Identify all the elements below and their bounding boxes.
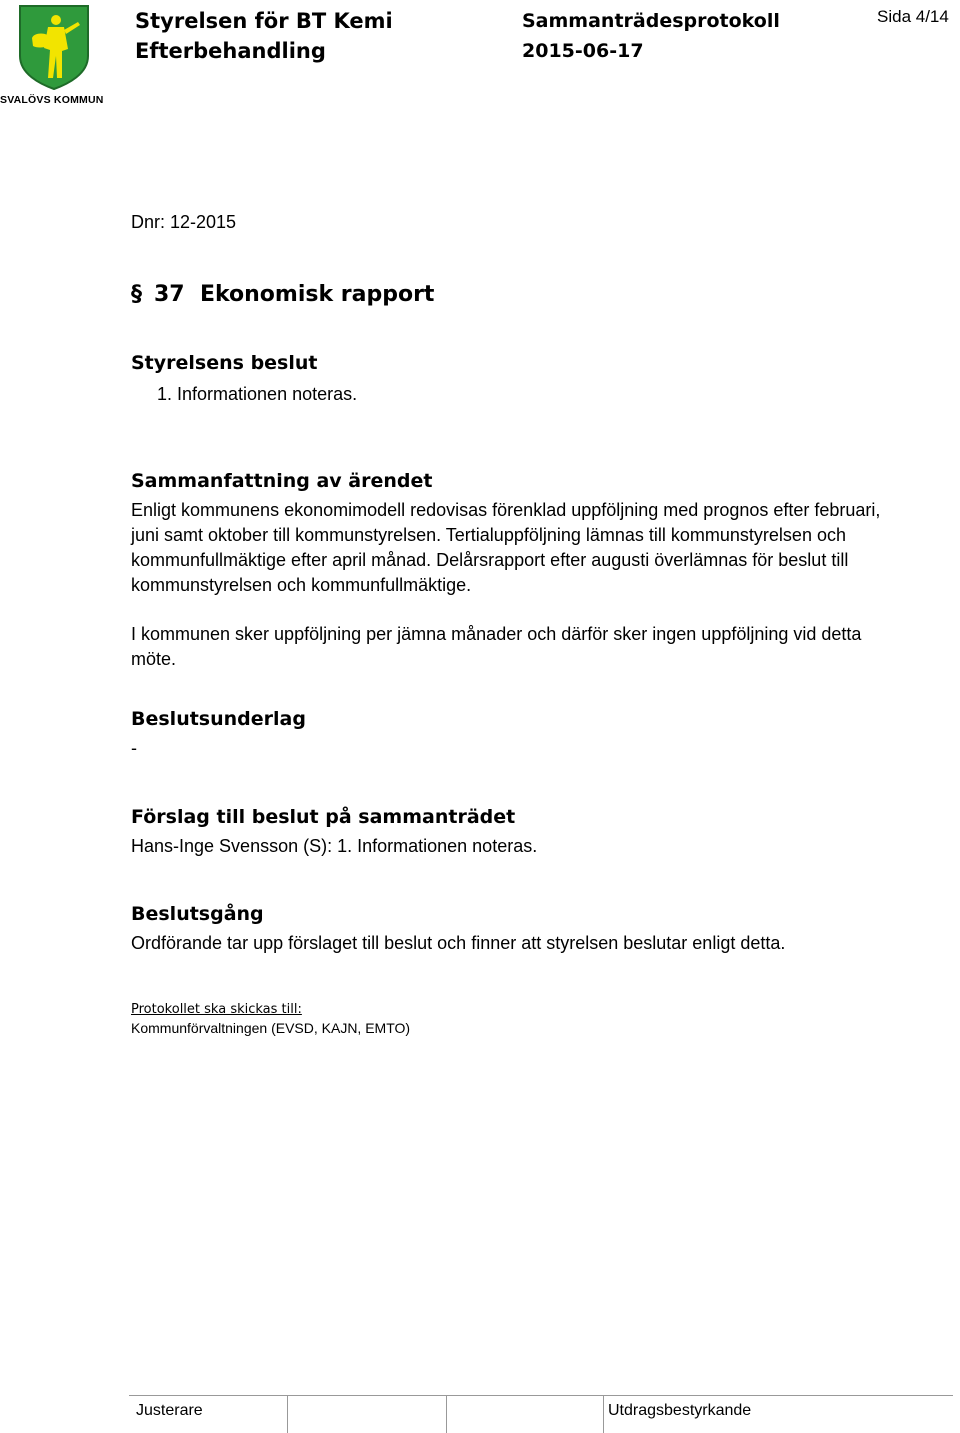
meeting-date: 2015-06-17 [522,40,644,62]
summary-line: möte. [131,649,177,669]
paragraph-number: 37 [154,282,185,307]
protocol-title: Sammanträdesprotokoll [522,10,780,32]
proposal-heading: Förslag till beslut på sammanträdet [131,806,516,828]
distribution-text: Kommunförvaltningen (EVSD, KAJN, EMTO) [131,1020,411,1036]
summary-line: kommunstyrelsen och kommunfullmäktige. [131,575,472,595]
basis-heading: Beslutsunderlag [131,708,306,730]
adjuster-label: Justerare [136,1402,203,1419]
summary-line: I kommunen sker uppföljning per jämna månader och därför sker ingen uppföljning vid detta [131,624,862,644]
basis-text: - [131,738,137,758]
organization-name [135,6,393,66]
proposal-text: Hans-Inge Svensson (S): 1. Informationen noteras. [131,836,538,856]
municipality-name: SVALÖVS KOMMUN [0,94,104,106]
distribution-heading: Protokollet ska skickas till: [131,1002,302,1017]
summary-line: Enligt kommunens ekonomimodell redovisas förenklad uppföljning med prognos efter februari, [131,500,881,520]
summary-paragraph-2 [131,622,921,672]
footer-divider [129,1395,953,1396]
protocol-header [522,6,780,66]
paragraph-symbol: § [131,282,142,307]
procedure-heading: Beslutsgång [131,903,264,925]
certified-label: Utdragsbestyrkande [608,1402,752,1419]
case-number: Dnr: 12-2015 [131,212,237,232]
procedure-text: Ordförande tar upp förslaget till beslut och finner att styrelsen beslutar enligt detta. [131,933,786,953]
footer-separator [287,1395,288,1433]
decision-item: 1. Informationen noteras. [157,384,358,404]
paragraph-title [131,282,434,307]
paragraph-heading: Ekonomisk rapport [199,282,435,307]
footer-separator [446,1395,447,1433]
page-number: Sida 4/14 [877,7,949,26]
decision-heading: Styrelsens beslut [131,352,318,374]
summary-heading: Sammanfattning av ärendet [131,470,433,492]
summary-line: kommunfullmäktige efter april månad. Delårsrapport efter augusti överlämnas för beslut till [131,550,849,570]
summary-paragraph-1 [131,498,921,598]
footer-separator [603,1395,604,1433]
municipality-coat-of-arms-icon [18,4,90,90]
summary-line: juni samt oktober till kommunstyrelsen. Tertialuppföljning lämnas till kommunstyrelsen och [131,525,846,545]
org-line-2: Efterbehandling [135,39,326,63]
org-line-1: Styrelsen för BT Kemi [135,9,393,33]
